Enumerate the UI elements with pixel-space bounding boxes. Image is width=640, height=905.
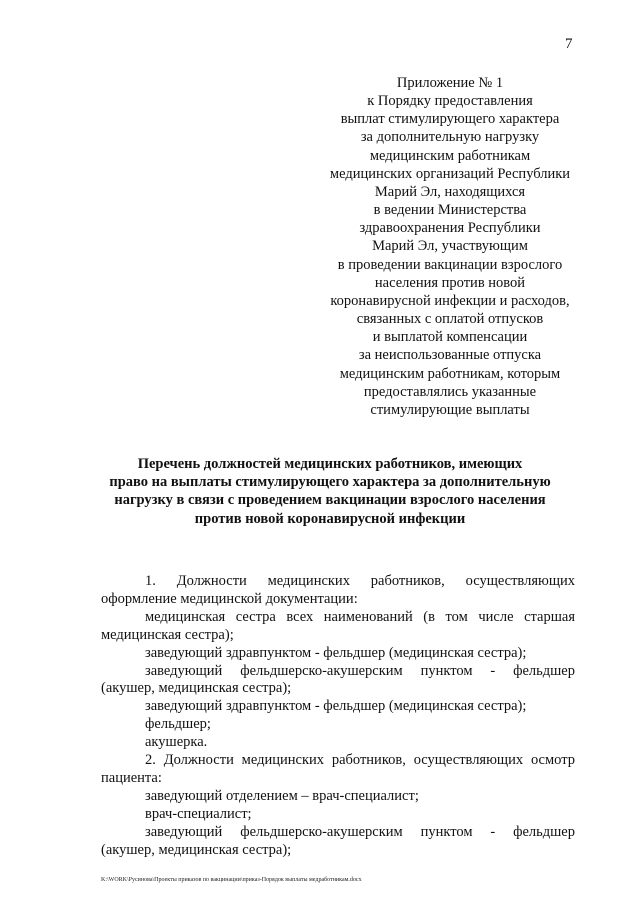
appendix-line: Приложение № 1 — [396, 75, 504, 91]
appendix-line: связанных с оплатой отпусков — [356, 311, 544, 328]
appendix-line: медицинским работникам, которым — [339, 365, 561, 382]
appendix-line: в проведении вакцинации взрослого — [337, 256, 563, 273]
appendix-line: стимулирующие выплаты — [370, 401, 530, 418]
appendix-line: медицинским работникам — [369, 147, 531, 164]
list-title-line: Перечень должностей медицинских работников, имеющих — [137, 456, 523, 472]
section-1-heading: 1. Должности медицинских работников, осуществляющих оформление медицинской документации: — [101, 573, 575, 607]
appendix-line: медицинских организаций Республики — [329, 165, 571, 182]
appendix-line: выплат стимулирующего характера — [340, 111, 560, 128]
list-item: заведующий фельдшерско-акушерским пунктом - фельдшер (акушер, медицинская сестра); — [101, 662, 575, 697]
appendix-line: к Порядку предоставления — [367, 93, 533, 110]
appendix-line: за неиспользованные отпуска — [358, 347, 542, 364]
appendix-line: за дополнительную нагрузку — [360, 129, 540, 146]
list-title-line: право на выплаты стимулирующего характера за дополнительную — [109, 474, 551, 491]
appendix-line: здравоохранения Республики — [359, 220, 541, 237]
appendix-line: в ведении Министерства — [373, 202, 527, 219]
appendix-line: населения против новой — [374, 274, 526, 291]
section-2-heading: 2. Должности медицинских работников, осуществляющих осмотр пациента: — [101, 752, 575, 786]
list-item: заведующий отделением – врач-специалист; — [145, 787, 419, 804]
list-item: врач-специалист; — [145, 805, 252, 822]
list-item: акушерка. — [145, 734, 208, 751]
footer-file-path: K:\WORK\Русинова\Проекты приказов по вакцинации\приказ-Порядок выплаты медработникам.docx — [101, 877, 362, 883]
list-item: заведующий здравпунктом - фельдшер (медицинская сестра); — [145, 698, 527, 715]
appendix-line: Марий Эл, участвующим — [372, 238, 528, 255]
appendix-header — [300, 74, 600, 419]
appendix-line: Марий Эл, находящихся — [374, 183, 526, 200]
page-number: 7 — [565, 36, 573, 52]
list-item: фельдшер; — [145, 716, 211, 733]
list-title — [80, 455, 580, 528]
list-title-line: против новой коронавирусной инфекции — [194, 510, 466, 527]
list-item: медицинская сестра всех наименований (в том числе старшая медицинская сестра); — [101, 608, 575, 643]
list-title-line: нагрузку в связи с проведением вакцинации взрослого населения — [114, 492, 546, 509]
appendix-line: и выплатой компенсации — [372, 329, 528, 346]
appendix-line: коронавирусной инфекции и расходов, — [330, 292, 570, 309]
appendix-line: предоставлялись указанные — [363, 383, 537, 400]
list-item: заведующий здравпунктом - фельдшер (медицинская сестра); — [145, 644, 527, 661]
body-text — [101, 573, 575, 860]
list-item: заведующий фельдшерско-акушерским пунктом - фельдшер (акушер, медицинская сестра); — [101, 823, 575, 858]
